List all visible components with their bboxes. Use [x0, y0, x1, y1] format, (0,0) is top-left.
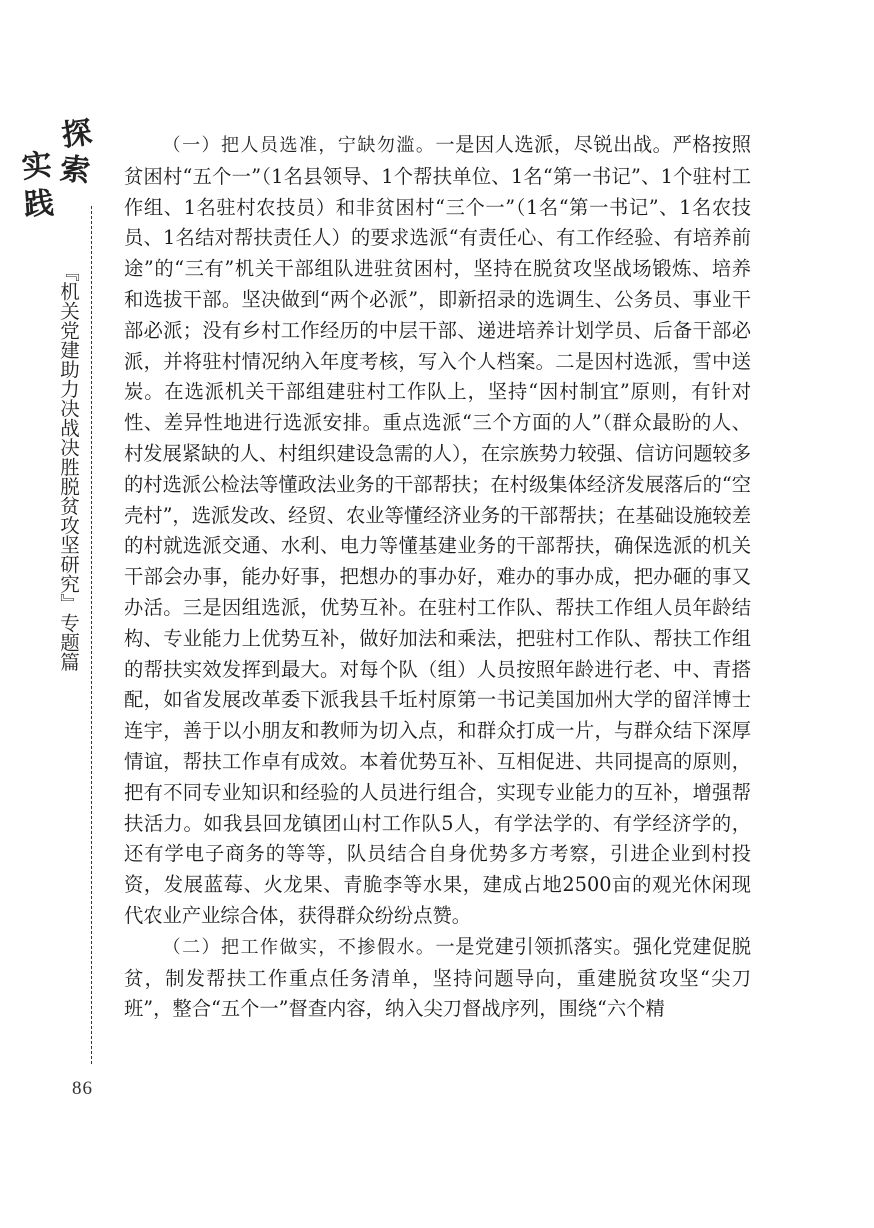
- paragraph-lead: （一）把人员选准，宁缺勿滥。: [162, 135, 436, 156]
- paragraph-lead: （二）把工作做实，不掺假水。: [162, 936, 436, 958]
- paragraph-text: 一是党建引领抓落实。强化党建促脱贫，制发帮扶工作重点任务清单，坚持问题导向，重建脱贫攻坚“尖刀班”，整合“五个一”督查内容，纳入尖刀督战序列，围绕“六个精: [124, 934, 752, 1021]
- paragraph: [124, 932, 751, 1025]
- body-text: [124, 130, 751, 1025]
- margin-divider: [91, 206, 92, 1064]
- side-title-char: 探: [59, 115, 95, 154]
- side-title-calligraphy: [20, 115, 98, 230]
- side-title-char: 索: [58, 151, 92, 190]
- page-number: 86: [72, 1078, 93, 1099]
- paragraph: [124, 130, 751, 932]
- side-title-char: 践: [22, 185, 56, 224]
- paragraph-text: 一是因人选派，尽锐出战。严格按照贫困村“五个一”（1名县领导、1个帮扶单位、1名“第一书记”、1个驻村工作组、1名驻村农技员）和非贫困村“三个一”（1名“第一书记”、1名农技员、1名结对帮扶责任人）的要求选派“有责任心、有工作经验、有培养前途”的“三有”机关干部组队进驻贫困村，坚持在脱贫攻坚战场锻炼、培养和选拔干部。坚决做到“两个必派”，即新招录的选调生、公务员、事业干部必派；没有乡村工作经历的中层干部、递进培养计划学员、后备干部必派，并将驻村情况纳入年度考核，写入个人档案。二是因村选派，雪中送炭。在选派机关干部组建驻村工作队上，坚持“因村制宜”原则，有针对性、差异性地进行选派安排。重点选派“三个方面的人”（群众最盼的人、村发展紧缺的人、村组织建设急需的人），在宗族势力较强、信访问题较多的村选派公检法等懂政法业务的干部帮扶；在村级集体经济发展落后的“空壳村”，选派发改、经贸、农业等懂经济业务的干部帮扶；在基础设施较差的村就选派交通、水利、电力等懂基建业务的干部帮扶，确保选派的机关干部会办事，能办好事，把想办的事办好，难办的事办成，把办砸的事又办活。三是因组选派，优势互补。在驻村工作队、帮扶工作组人员年龄结构、专业能力上优势互补，做好加法和乘法，把驻村工作队、帮扶工作组的帮扶实效发挥到最大。对每个队（组）人员按照年龄进行老、中、青搭配，如省发展改革委下派我县千坵村原第一书记美国加州大学的留洋博士连宇，善于以小朋友和教师为切入点，和群众打成一片，与群众结下深厚情谊，帮扶工作卓有成效。本着优势互补、互相促进、共同提高的原则，把有不同专业知识和经验的人员进行组合，实现专业能力的互补，增强帮扶活力。如我县回龙镇团山村工作队5人，有学法学的、有学经济学的，还有学电子商务的等等，队员结合自身优势多方考察，引进企业到村投资，发展蓝莓、火龙果、青脆李等水果，建成占地2500亩的观光休闲现代农业产业综合体，获得群众纷纷点赞。: [124, 133, 752, 927]
- side-title-char: 实: [20, 147, 54, 186]
- series-title: 『机关党建助力决战决胜脱贫攻坚研究』专题篇: [57, 262, 80, 672]
